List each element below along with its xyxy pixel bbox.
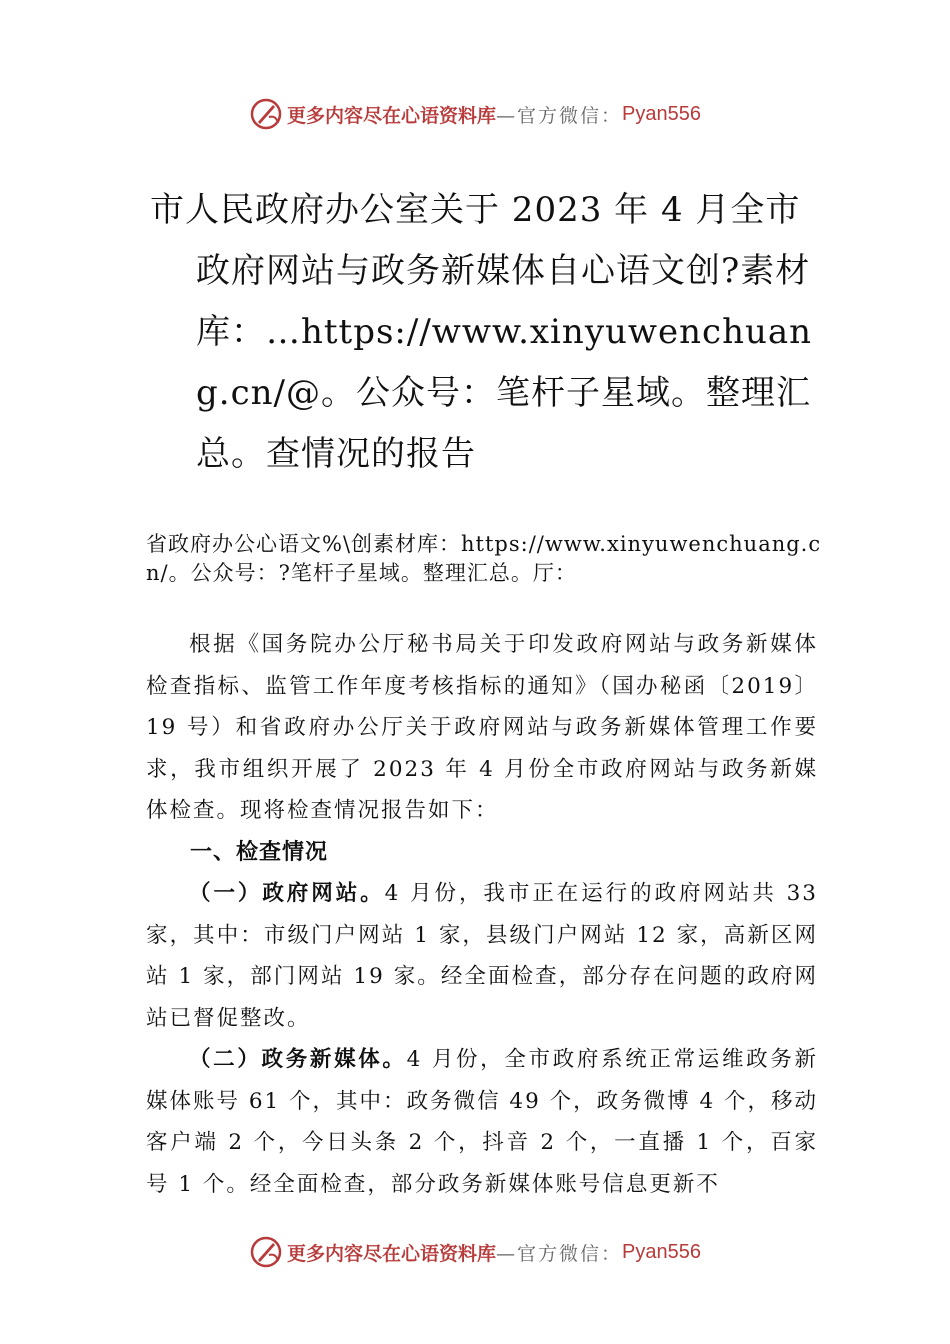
subsection-text: 4 月份，全市政府系统正常运维政务新媒体账号 61 个，其中：政务微信 49 个，政务微博 4 个，移动客户端 2 个，今日头条 2 个，抖音 2 个，一直播 1 个，百家号 1 个。经全面检查，部分政务新媒体账号信息更新不: [146, 1047, 818, 1197]
subsection-text: 4 月份，我市正在运行的政府网站共 33 家，其中：市级门户网站 1 家，县级门户网站 12 家，高新区网站 1 家，部门网站 19 家。经全面检查，部分存在问题的政府网站已督促整改。: [146, 881, 818, 1031]
paragraph-intro: 根据《国务院办公厅秘书局关于印发政府网站与政务新媒体检查指标、监管工作年度考核指标的通知》（国办秘函〔2019〕19 号）和省政府办公厅关于政府网站与政务新媒体管理工作要求，我市组织开展了 2023 年 4 月份全市政府网站与政务新媒体检查。现将检查情况报告如下：: [146, 632, 818, 823]
banner-site-name: 更多内容尽在心语资料库: [287, 1242, 497, 1265]
header-banner: [0, 94, 950, 134]
banner-wechat-id: Pyan556: [622, 1240, 701, 1263]
document-title: [150, 180, 820, 485]
paragraph-new-media: [146, 1039, 818, 1205]
footer-banner: [0, 1232, 950, 1272]
banner-wechat-label: —官方微信：: [496, 104, 623, 127]
quill-pen-seal-icon: [249, 1235, 283, 1269]
document-body: [146, 624, 818, 1205]
addressee: 省政府办公心语文%\创素材库：https://www.xinyuwenchuang.cn/。公众号：?笔杆子星域。整理汇总。厅：: [146, 532, 822, 585]
quill-pen-seal-icon: [249, 97, 283, 131]
banner-wechat-id: Pyan556: [622, 102, 701, 125]
title-line-1: 市人民政府办公室关于 2023 年 4 月全市: [150, 190, 801, 230]
paragraph-websites: [146, 873, 818, 1039]
banner-wechat-label: —官方微信：: [496, 1242, 623, 1265]
subsection-lead: （一）政府网站。: [189, 881, 385, 906]
banner-site-name: 更多内容尽在心语资料库: [287, 104, 497, 127]
subsection-lead: （二）政务新媒体。: [189, 1047, 407, 1072]
title-continuation: 政府网站与政务新媒体自心语文创?素材库：…https://www.xinyuwenchuang.cn/@。公众号：笔杆子星域。整理汇总。查情况的报告: [196, 251, 813, 474]
section-heading: 一、检查情况: [190, 839, 329, 865]
